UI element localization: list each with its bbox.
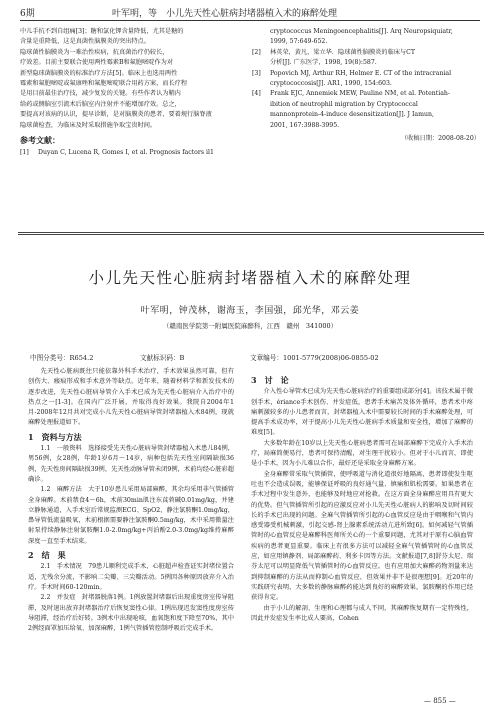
text-line: 疗效差。目前主要联合使用两性霉素B和氟胞嘧啶作为对 — [20, 59, 174, 67]
text-line: 隐球菌检查，为临床及时采取措施争取宝贵时间。 — [20, 121, 157, 129]
text-line: 隐球菌性脑膜炎为一难治性疾病，抗真菌治疗仍较长， — [20, 48, 169, 56]
previous-article-right-column — [252, 27, 480, 142]
issue-number: 6期 — [20, 9, 35, 19]
reference-text: Popovich MJ, Arthur RH, Helmer E. CT of the intracranial — [270, 69, 452, 77]
previous-article-left-column — [20, 27, 245, 159]
article-separator — [18, 232, 484, 233]
reference-item — [20, 148, 245, 158]
article-authors: 叶军明，钟茂林，谢海玉，李国强，邱光华，邓云姜 — [140, 306, 360, 316]
reference-number: [4] — [252, 90, 261, 98]
reference-item — [252, 69, 480, 90]
clc-number: 中图分类号：R654.2 — [30, 354, 94, 362]
article-number: 文章编号：1001-5779(2008)06-0855-02 — [250, 354, 379, 362]
running-header — [20, 6, 480, 20]
text-line: 含量是重降低，这是真菌性脑膜炎的突出特点。 — [20, 38, 150, 46]
header-rule — [20, 20, 480, 21]
reference-number: [1] — [20, 149, 29, 157]
article-separator — [18, 234, 484, 235]
article-left-column — [28, 367, 234, 634]
article-title: 小儿先天性心脏病封堵器植入术的麻醉处理 — [88, 269, 412, 287]
text-line: 霉素和氟胞嘧啶或氟康唑和氟胞嘧啶联合用药方案，而长疗程 — [20, 80, 188, 88]
previous-article-text — [20, 27, 245, 131]
body-paragraph: 介入性心导管术已成为先天性心脏病治疗的重要组成部分[4]。该技术属于微创手术，ériance手术创伤、并发症低，患者手术痛苦及体外循环，患者术中疼痛刺激较多的小儿患者而言，封堵器植入术中需要较长时间的手术麻醉处理，可提高手术成功率，对于提高小儿先天性心脏病手术质量和安全性，增加了麻醉的难度[5]。 — [251, 388, 473, 437]
article-metadata — [30, 352, 470, 362]
text-line: 是用目前最佳治疗技，减少复发的关键。有些作者认为鞘内 — [20, 90, 181, 98]
reference-text: Frank EJC, Annemiek MEW, Pauline NM, et al. Potentiah- — [270, 90, 451, 98]
reference-item — [252, 27, 480, 48]
body-paragraph: 2.1 手术情况 79患儿顺利完成手术，心脏超声检查证实封堵位置合适，无残余分流，不影响二尖瓣、三尖瓣活动。5例因各种原因放弃介入治疗。手术时间60-120min。 — [28, 563, 234, 591]
received-date: （收稿日期：2008-08-20） — [401, 135, 480, 143]
text-line: 新型隐球菌脑膜炎的标准治疗方法[5]。临床上也选用两性 — [20, 69, 178, 77]
body-paragraph: 2.2 并发症 封堵器脱落1例。1例放置封堵器后出现重度房室传导阻滞，及时退出放弃封堵器治疗后恢复窦性心律。1例出现迟发窦性度房室传导阻滞，经治疗后好转。3例术中出现呛咳，血氧饱和度下降至70%，其中2例经面罩加压给氧、加深麻醉，1例气管插管控制呼吸后完成手术。 — [28, 594, 234, 633]
section-heading: 1 资料与方法 — [28, 431, 82, 442]
reference-number: [3] — [252, 69, 261, 77]
article-affiliation: （赣南医学院第一附属医院麻醉科，江西 赣州 341000） — [162, 322, 338, 330]
page-number: — 855 — — [424, 697, 456, 705]
body-paragraph: 大多数年龄在10岁以上先天性心脏病患者需可在局部麻醉下完成介入手术治疗，局麻简便易行，患者可保持清醒，对生理干扰较小。但对于小儿而言，即使是小手术，因为小儿难以合作，最好还是采取全身麻醉方案。 — [251, 439, 473, 468]
text-line: 给药或侧脑室引流术后脑室内注射并不能增加疗效。总之， — [20, 100, 181, 108]
body-paragraph: 全身麻醉常采取气管插管，使呼吸道与消化道很好地隔离，患者即使发生呕吐也不会造成误吸，能够保证呼吸的良好通气量、镇痛和肌松需要。如果患者在手术过程中发生意外，也能够及时地应对抢救。在这方面全身麻醉应用具有更大的优势。但气管插管所引起的应激反应对小儿先天性心脏病人的影响及切时间较长的手术已出现的问题。全麻气管插管所引起的心血管反应是由于咽喉和气管内感受器受机械刺激，引起交感-肾上腺素系统活动亢进所致[6]。如何减轻气管插管时的心血管反应是麻醉科医师所关心的一个重要问题，尤其对于原有心脑血管疾病的患者更显重要。临床上有很多方法可以减轻全麻气管插管时的心血管反应，如应用镇静剂、局部麻醉药、利多卡因等方法。文献报道[7,8]舒芬太尼、瑞芬太尼可以明显降低气管插管时的心血管反应。也有应用加大麻醉药物剂量来达到抑制麻醉的方法从而抑制心血管反应，但效果并非不是很理想[9]。近20年的实践研究表明，大多数的静脉麻醉药能达到良好的麻醉效果，氯胺酮的作用已经获得肯定。 — [251, 470, 473, 602]
body-paragraph: 由于小儿的解剖、生理和心理都与成人不同，其麻醉恢复期有一定特殊性，因此并发症发生率比成人要高，Cohen — [251, 604, 473, 622]
article-right-column — [251, 372, 473, 624]
reference-text: cryptococcosis[J]. AR1, 1990, 154:603. — [270, 80, 392, 88]
reference-text: 林英荣，黄凡，梁立华．隐球菌性脑膜炎的临床与CT — [270, 48, 415, 56]
reference-item — [252, 89, 480, 131]
document-code: 文献标识码：B — [140, 354, 185, 362]
reference-number: [2] — [252, 48, 261, 56]
body-paragraph: 1.2 麻醉方法 大于10岁患儿采用局部麻醉，其余均采用非气管插管全身麻醉。术前禁食4～6h，术前30min肌注东莨菪碱0.01mg/kg，并建立静脉通道，入手术室后常规监测ECG、SpO2，静注氯胺酮1.0mg/kg，鼻导管低流量吸氧，术前根据需要静注氯胺酮0.5mg/kg，术中采用微量注射泵持续静脉注射氯胺酮1.0-2.0mg/kg+丙泊酚2.0-3.0mg/kg维持麻醉深度一直至手术结束。 — [28, 486, 234, 545]
body-paragraph: 1.1 一般资料 选择接受先天性心脏病导管封堵器植入术患儿84例，男56例，女28例，年龄1岁6月～14岁，病种包括先天性室间隔缺损36例，先天性房间隔缺损39例，先天性动脉导管未闭9例，术前均经心脏彩超确诊。 — [28, 445, 234, 483]
reference-text: mannonprotein-4-induce desensitization[J]. J Iamun, — [270, 111, 434, 119]
reference-text: ibition of neutrophil migration by Cryptococcal — [270, 100, 418, 108]
text-line: 中儿手抗不到自组痛[3]；糖和氯化钾含量降低，尤其是糖的 — [20, 28, 184, 35]
reference-text: 1999, 57:649-652. — [270, 38, 328, 46]
reference-text: cryptococcus Meningoencephalitis[J]. Arq Neuropsiquiatr, — [270, 28, 453, 35]
reference-text: Duyan C, Lucena R, Gomes I, et al. Prognosis factors il1 — [38, 149, 214, 157]
reference-text: 2001, 167:3988-3995. — [270, 121, 340, 129]
section-heading: 2 结 果 — [28, 550, 66, 561]
references-heading: 参考文献： — [20, 135, 60, 146]
text-line: 要提高对该病的认识，提早诊断，是对脑膜炎的患者，要着规行脑脊液 — [20, 111, 212, 119]
reference-item — [252, 48, 480, 69]
reference-number — [252, 27, 270, 48]
reference-text: 分析[J]. 广东医学，1998, 19(8):587. — [270, 59, 377, 67]
intro-paragraph: 先天性心脏病既往只能依靠外科手术治疗，手术效果虽然可靠，但有创伤大、瘢痕形成和手术意外等缺点。近年来，随着材料学和新发技术的逐步改进，先天性心脏病导管介入手术已成为先天性心脏病介入治疗中的热点之一[1-3]。在国内广泛开展，并取得良好效果。我院自2004年1月-2008年12月共对完成小儿先天性心脏病导管封堵器植入术84例，现就麻醉处理报道如下。 — [28, 368, 234, 427]
running-title: 叶军明，等 小儿先天性心脏病封堵器植入术的麻醉处理 — [112, 9, 338, 19]
section-heading: 3 讨 论 — [251, 375, 289, 385]
